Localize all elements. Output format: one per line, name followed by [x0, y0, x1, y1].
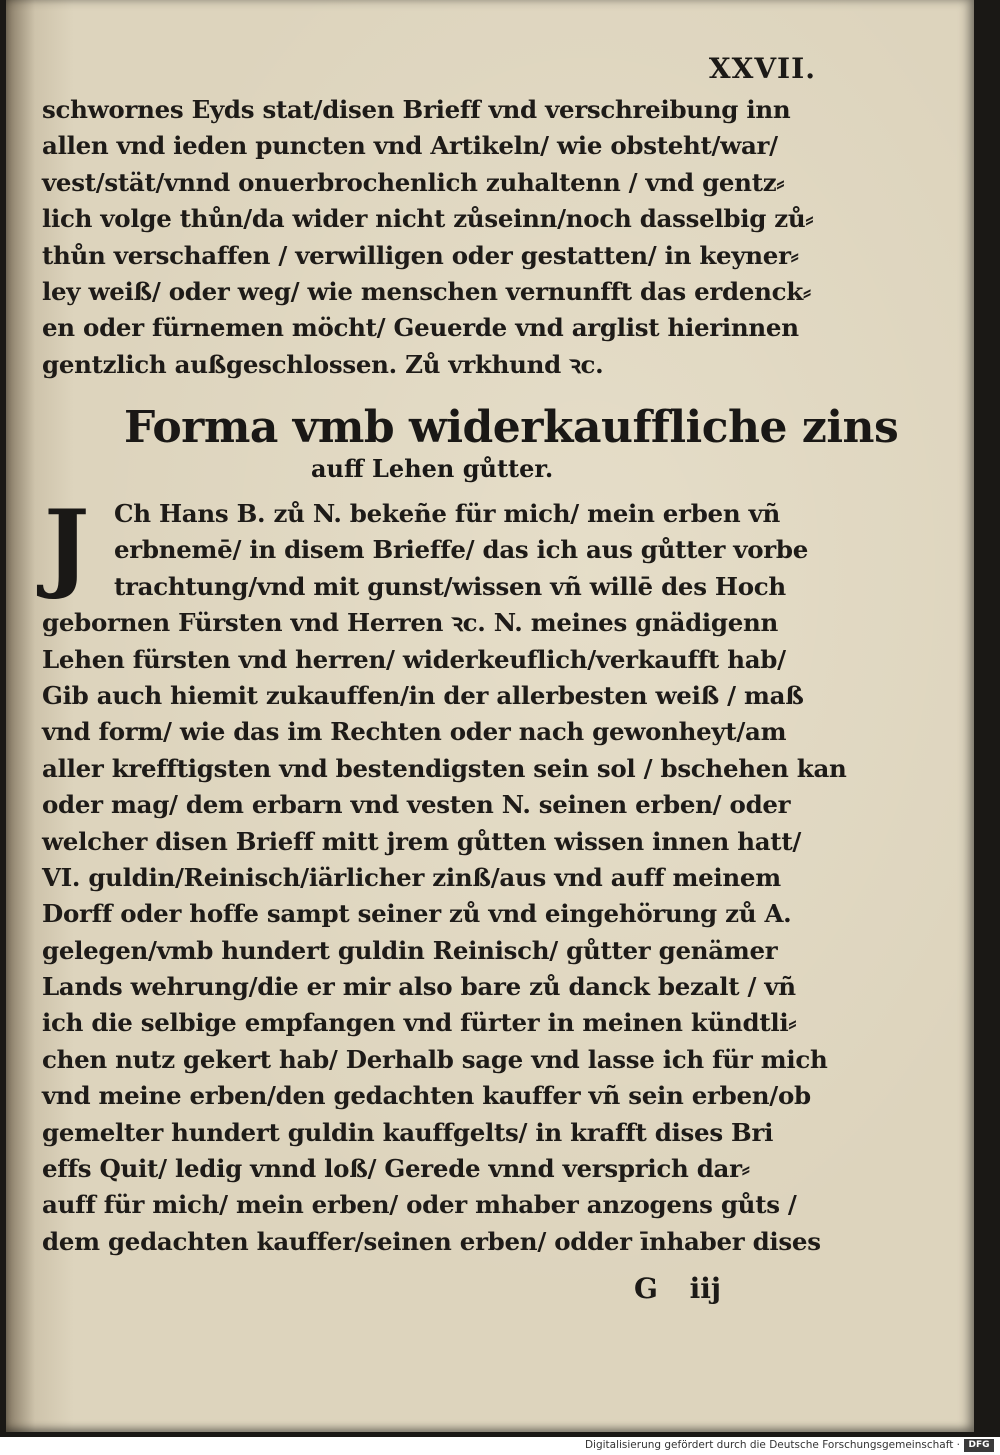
text-line: Gib auch hiemit zukauffen/in der allerbesten weiß / maß	[42, 680, 804, 710]
text-line: gemelter hundert guldin kauffgelts/ in krafft dises Bri	[42, 1117, 774, 1147]
text-line: welcher disen Brieff mitt jrem gůtten wissen innen hatt/	[42, 826, 801, 856]
text-line: trachtung/vnd mit gunst/wissen vñ willē des Hoch	[114, 571, 786, 601]
text-line: gentzlich außgeschlossen. Zů vrkhund ꝛc.	[42, 349, 604, 379]
signature-mark: G iij	[634, 1272, 722, 1305]
text-line: erbnemē/ in disem Brieffe/ das ich aus gůtter vorbe	[114, 535, 809, 565]
text-line: ich die selbige empfangen vnd fürter in meinen kündtli⸗	[42, 1008, 797, 1038]
text-line: lich volge thůn/da wider nicht zůseinn/noch dasselbig zů⸗	[42, 204, 814, 234]
text-line: Ch Hans B. zů N. bekeñe für mich/ mein erben vñ	[114, 499, 781, 528]
text-line: VI. guldin/Reinisch/iärlicher zinß/aus vnd auff meinem	[42, 862, 781, 892]
section-heading: Forma vmb widerkauffliche zins	[124, 402, 899, 453]
paragraph-top	[42, 92, 862, 383]
text-line: auff für mich/ mein erben/ oder mhaber anzogens gůts /	[42, 1190, 797, 1220]
text-line: gelegen/vmb hundert guldin Reinisch/ gůtter genämer	[42, 935, 778, 965]
funding-notice: Digitalisierung gefördert durch die Deutsche Forschungsgemeinschaft ·	[584, 1439, 960, 1451]
footer-bar	[0, 1437, 1000, 1455]
text-line: vnd form/ wie das im Rechten oder nach gewonheyt/am	[42, 717, 787, 747]
text-line: gebornen Fürsten vnd Herren ꝛc. N. meines gnädigenn	[42, 608, 779, 638]
text-line: vest/stät/vnnd onuerbrochenlich zuhaltenn / vnd gentz⸗	[42, 167, 785, 197]
paragraph-main	[42, 489, 872, 1260]
dfg-logo-icon: DFG	[964, 1439, 994, 1452]
text-line: en oder fürnemen möcht/ Geuerde vnd arglist hierinnen	[42, 313, 799, 343]
text-line: allen vnd ieden puncten vnd Artikeln/ wie obsteht/war/	[42, 131, 778, 161]
folio-number: XXVII.	[708, 52, 816, 85]
decorated-initial: J	[44, 489, 90, 602]
text-line: oder mag/ dem erbarn vnd vesten N. seinen erben/ oder	[42, 790, 791, 820]
text-line: Lehen fürsten vnd herren/ widerkeuflich/verkaufft hab/	[42, 644, 786, 674]
text-line: dem gedachten kauffer/seinen erben/ odder īnhaber dises	[42, 1226, 821, 1256]
book-page	[6, 0, 974, 1432]
text-line: vnd meine erben/den gedachten kauffer vñ sein erben/ob	[42, 1081, 811, 1111]
text-line: effs Quit/ ledig vnnd loß/ Gerede vnnd versprich dar⸗	[42, 1154, 750, 1184]
text-line: aller krefftigsten vnd bestendigsten sein sol / bschehen kan	[42, 753, 847, 783]
text-line: Lands wehrung/die er mir also bare zů danck bezalt / vñ	[42, 972, 796, 1002]
text-line: ley weiß/ oder weg/ wie menschen vernunfft das erdenck⸗	[42, 276, 811, 306]
text-line: thůn verschaffen / verwilligen oder gestatten/ in keyner⸗	[42, 240, 799, 270]
text-line: schwornes Eyds stat/disen Brieff vnd verschreibung inn	[42, 95, 791, 124]
section-subheading: auff Lehen gůtter.	[311, 454, 554, 483]
text-line: Dorff oder hoffe sampt seiner zů vnd eingehörung zů A.	[42, 899, 792, 929]
text-line: chen nutz gekert hab/ Derhalb sage vnd lasse ich für mich	[42, 1044, 828, 1074]
